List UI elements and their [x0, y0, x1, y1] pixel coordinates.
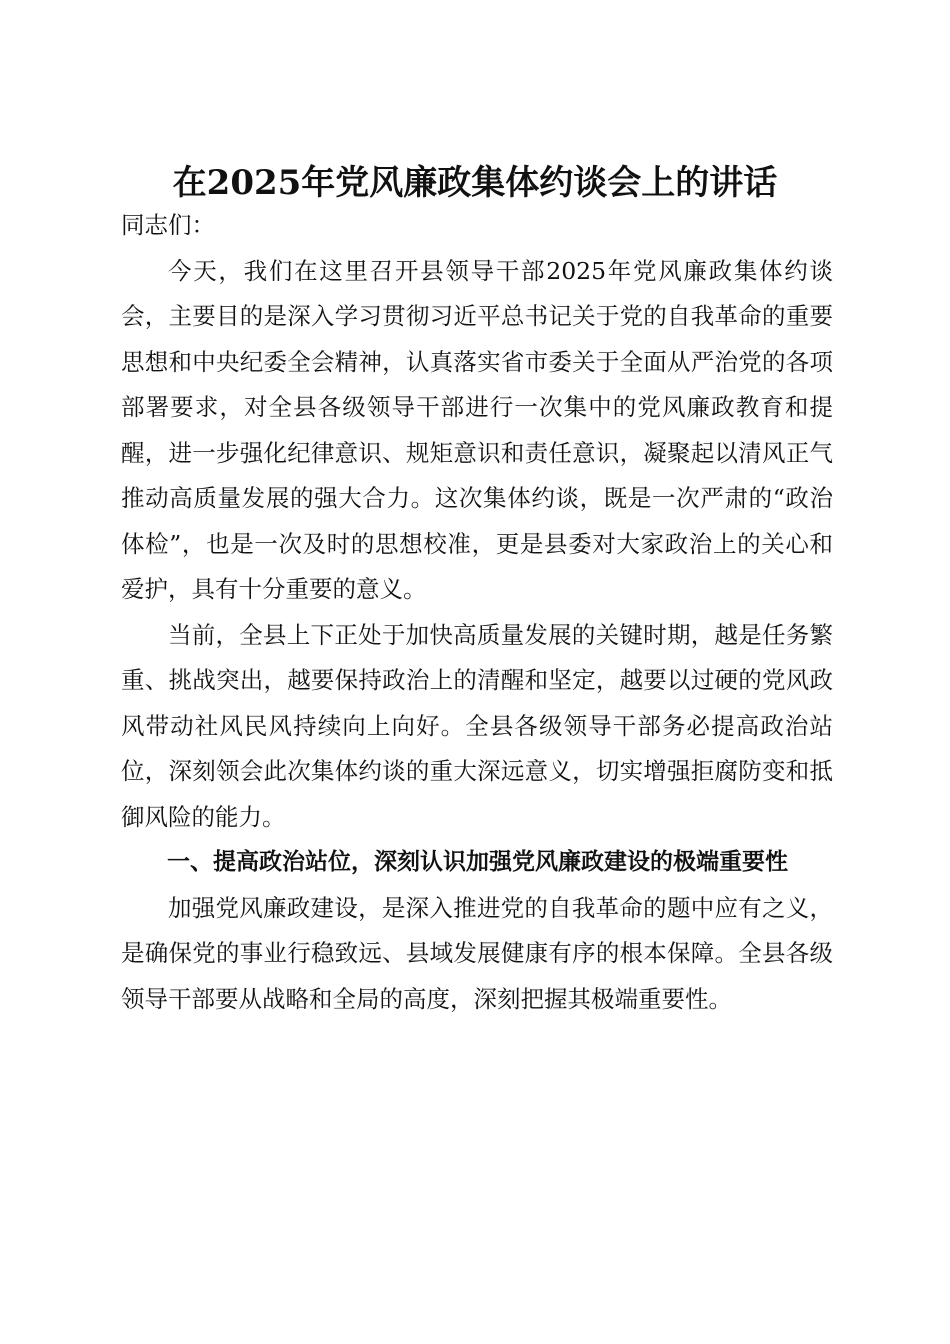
salutation: 同志们： — [121, 211, 215, 239]
section-heading: 一、提高政治站位，深刻认识加强党风廉政建设的极端重要性 — [167, 849, 788, 875]
section-paragraph: 加强党风廉政建设，是深入推进党的自我革命的题中应有之义，是确保党的事业行稳致远、县域发展健康有序的根本保障。全县各级领导干部要从战略和全局的高度，深刻把握其极端重要性。 — [121, 893, 833, 1013]
paragraph-current-situation: 当前，全县上下正处于加快高质量发展的关键时期，越是任务繁重、挑战突出，越要保持政治上的清醒和坚定，越要以过硬的党风政风带动社风民风持续向上向好。全县各级领导干部务必提高政治站位，深刻领会此次集体约谈的重大深远意义，切实增强拒腐防变和抵御风险的能力。 — [121, 620, 833, 831]
paragraph-intro: 今天，我们在这里召开县领导干部2025年党风廉政集体约谈会，主要目的是深入学习贯彻习近平总书记关于党的自我革命的重要思想和中央纪委全会精神，认真落实省市委关于全面从严治党的各项部署要求，对全县各级领导干部进行一次集中的党风廉政教育和提醒，进一步强化纪律意识、规矩意识和责任意识，凝聚起以清风正气推动高质量发展的强大合力。这次集体约谈，既是一次严肃的“政治体检”，也是一次及时的思想校准，更是县委对大家政治上的关心和爱护，具有十分重要的意义。 — [121, 256, 833, 603]
document-body — [121, 203, 833, 1022]
document-title: 在2025年党风廉政集体约谈会上的讲话 — [172, 162, 778, 203]
